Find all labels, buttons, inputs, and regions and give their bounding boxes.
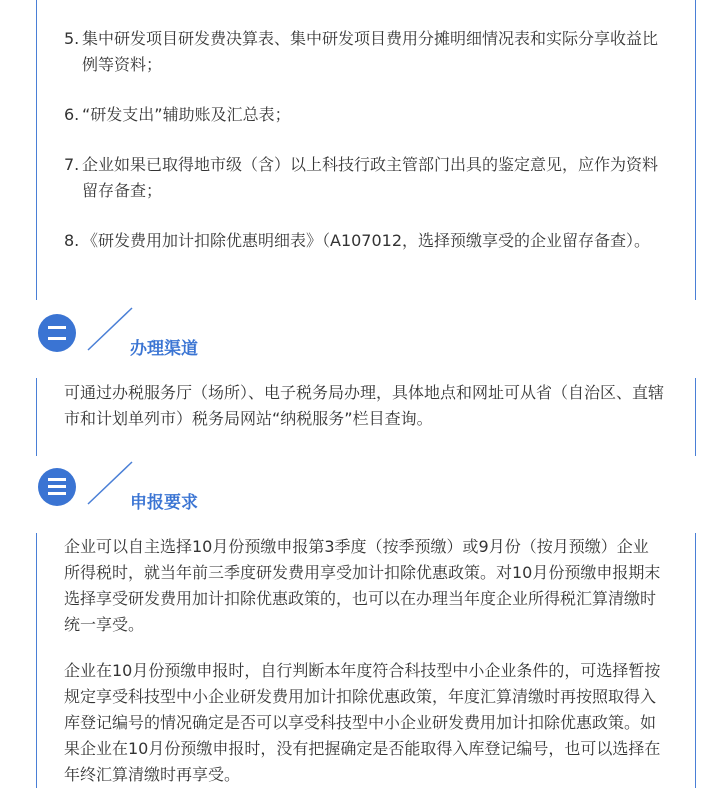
list-item-number: 5. [64,29,80,48]
list-item [64,26,664,78]
left-border-line-bottom [36,533,37,788]
section-title: 办理渠道 [130,339,198,359]
list-item-number: 8. [64,231,80,250]
section-body-paragraph: 企业在10月份预缴申报时，自行判断本年度符合科技型中小企业条件的，可选择暂按规定享受科技型中小企业研发费用加计扣除优惠政策，年度汇算清缴时再按照取得入库登记编号的情况确定是否可以享受科技型中小企业研发费用加计扣除优惠政策。如果企业在10月份预缴申报时，没有把握确定是否能取得入库登记编号，也可以选择在年终汇算清缴时再享受。 [64,661,661,784]
list-item [64,102,664,128]
list-item-text: 《研发费用加计扣除优惠明细表》（A107012，选择预缴享受的企业留存备查）。 [82,231,651,250]
left-border-line-mid [36,378,37,456]
list-item [64,152,664,204]
section-body-paragraph: 可通过办税服务厅（场所）、电子税务局办理，具体地点和网址可从省（自治区、直辖市和计划单列市）税务局网站“纳税服务”栏目查询。 [64,383,665,428]
list-item [64,228,664,254]
list-item-text: 集中研发项目研发费决算表、集中研发项目费用分摊明细情况表和实际分享收益比例等资料； [82,29,659,74]
left-border-line-top [36,0,37,300]
right-border-line-top [695,0,696,300]
list-item-text: “研发支出”辅助账及汇总表； [82,105,291,124]
right-border-line-bottom [695,533,696,788]
materials-list [64,26,664,254]
list-item-number: 7. [64,155,80,174]
list-item-number: 6. [64,105,80,124]
right-border-line-mid [695,378,696,456]
section-title: 申报要求 [130,493,198,513]
list-item-text: 企业如果已取得地市级（含）以上科技行政主管部门出具的鉴定意见，应作为资料留存备查； [82,155,659,200]
section-body-paragraph: 企业可以自主选择10月份预缴申报第3季度（按季预缴）或9月份（按月预缴）企业所得税时，就当年前三季度研发费用享受加计扣除优惠政策。对10月份预缴申报期末选择享受研发费用加计扣除优惠政策的，也可以在办理当年度企业所得税汇算清缴时统一享受。 [64,537,661,634]
